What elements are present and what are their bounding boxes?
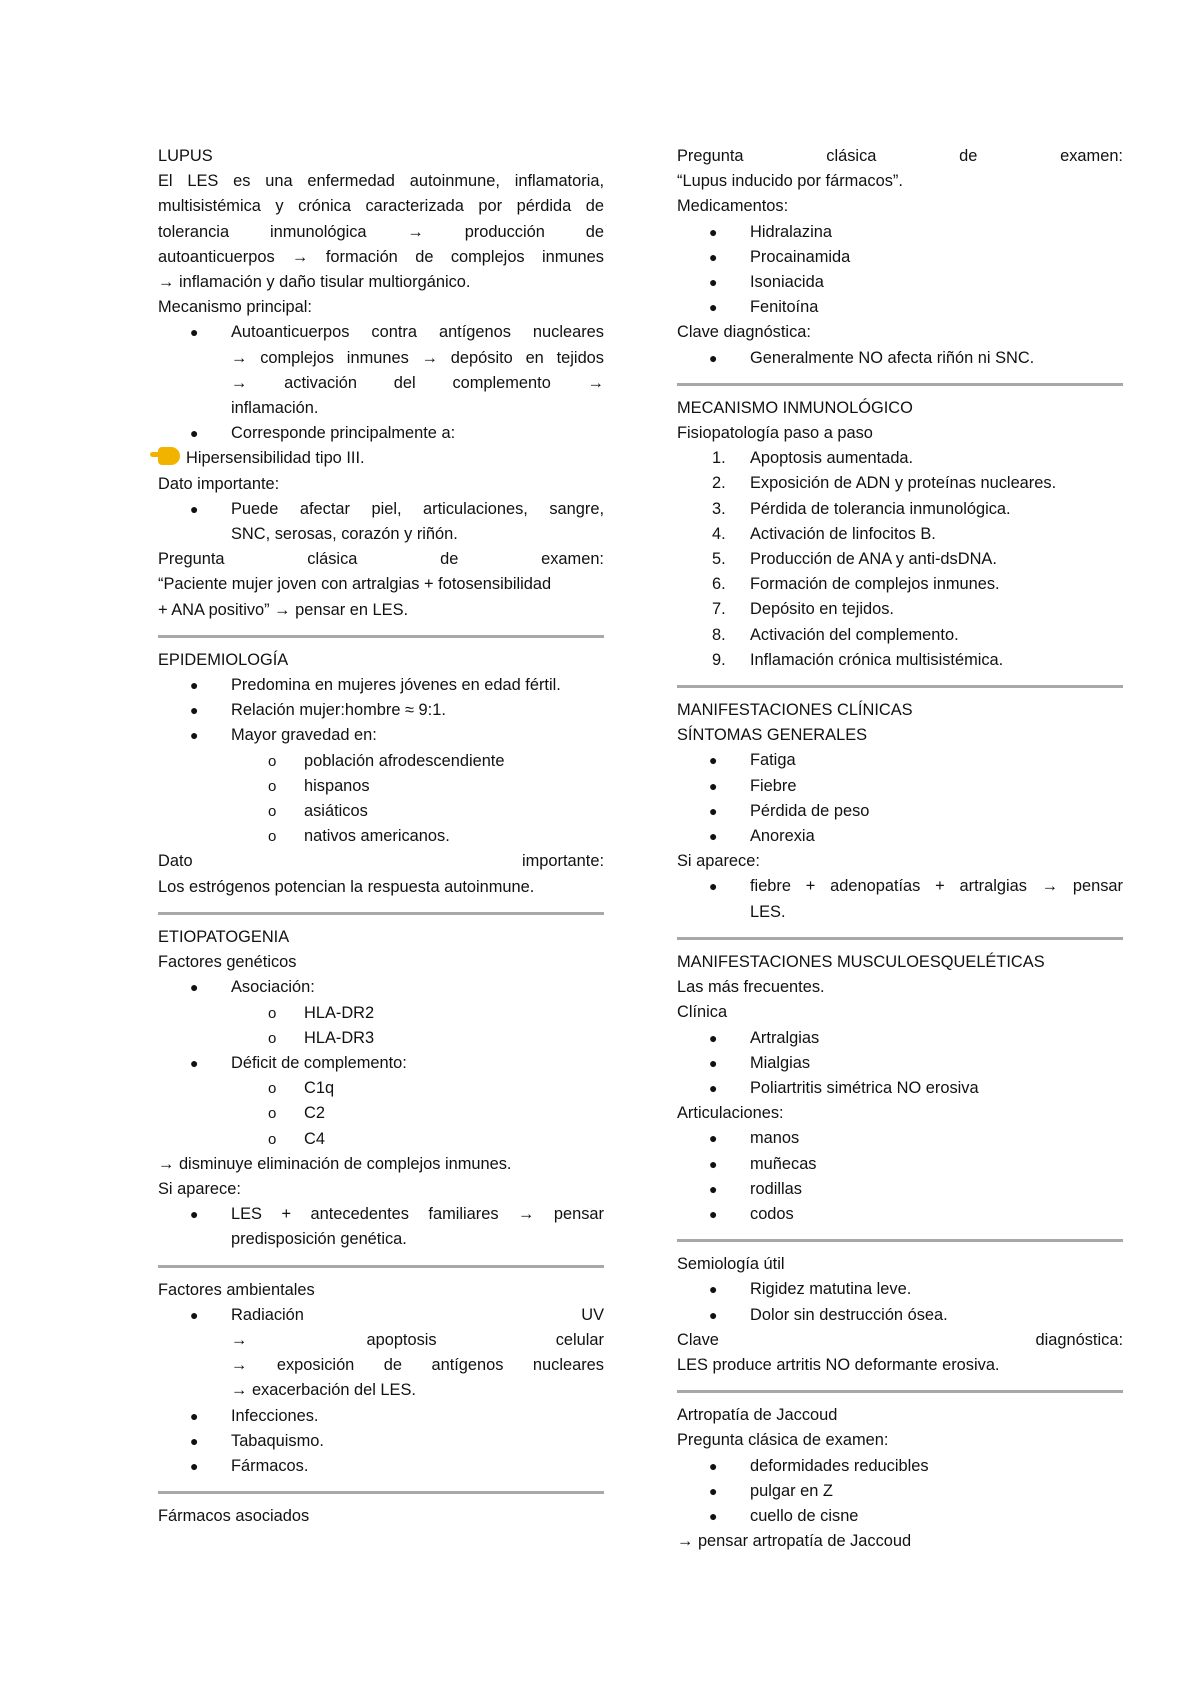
bullet-item bbox=[677, 295, 1123, 320]
section-title-musculoesqueleticas: MANIFESTACIONES MUSCULOESQUELÉTICAS bbox=[677, 952, 1045, 971]
text-line: Formación de complejos inmunes. bbox=[750, 575, 1000, 594]
text-line: SNC, serosas, corazón y riñón. bbox=[231, 525, 458, 544]
text-line: predisposición genética. bbox=[231, 1230, 407, 1249]
text-line: Radiación UV bbox=[231, 1305, 604, 1324]
text-line: Generalmente NO afecta riñón ni SNC. bbox=[750, 348, 1035, 367]
bullet-marker: ● bbox=[709, 878, 718, 895]
bullet-item bbox=[677, 824, 1123, 849]
text-line: → exacerbación del LES. bbox=[231, 1381, 416, 1400]
text-line: Dolor sin destrucción ósea. bbox=[750, 1305, 948, 1324]
bullet-item bbox=[677, 1202, 1123, 1227]
section-title-factores-ambientales: Factores ambientales bbox=[158, 1280, 315, 1299]
text-line: Pregunta clásica de examen: bbox=[158, 550, 604, 569]
text-line: → pensar artropatía de Jaccoud bbox=[677, 1532, 912, 1551]
text-line: Relación mujer:hombre ≈ 9:1. bbox=[231, 701, 446, 720]
text-line: Activación de linfocitos B. bbox=[750, 524, 936, 543]
bullet-marker: ● bbox=[709, 1180, 718, 1197]
label-dato-importante: Dato importante: bbox=[158, 474, 280, 493]
text-line: Asociación: bbox=[231, 978, 315, 997]
label-articulaciones: Articulaciones: bbox=[677, 1104, 784, 1123]
sub-bullet-marker: o bbox=[268, 1105, 277, 1123]
text-line: LES produce artritis NO deformante erosiva. bbox=[677, 1355, 1000, 1374]
number-marker: 4. bbox=[712, 524, 726, 543]
bullet-marker: ● bbox=[190, 1206, 199, 1223]
bullet-item bbox=[158, 1429, 604, 1454]
bullet-marker: ● bbox=[709, 223, 718, 240]
text-line: Activación del complemento. bbox=[750, 625, 959, 644]
sub-bullet-marker: o bbox=[268, 1130, 277, 1148]
sub-bullet-marker: o bbox=[268, 1029, 277, 1047]
section-title-semiologia: Semiología útil bbox=[677, 1255, 785, 1274]
bullet-marker: ● bbox=[709, 777, 718, 794]
section-title-mecanismo-inmunologico: MECANISMO INMUNOLÓGICO bbox=[677, 398, 913, 417]
bullet-item bbox=[158, 723, 604, 748]
divider bbox=[677, 937, 1123, 940]
bullet-item bbox=[158, 497, 604, 547]
bullet-item bbox=[158, 975, 604, 1000]
number-marker: 2. bbox=[712, 474, 726, 493]
bullet-marker: ● bbox=[190, 1457, 199, 1474]
divider bbox=[158, 912, 604, 915]
label-sintomas-generales: SÍNTOMAS GENERALES bbox=[677, 726, 868, 745]
numbered-item bbox=[677, 522, 1123, 547]
text-line: Fenitoína bbox=[750, 298, 819, 317]
bullet-item bbox=[677, 1051, 1123, 1076]
text-line: LES. bbox=[750, 902, 786, 921]
bullet-item bbox=[677, 1152, 1123, 1177]
bullet-marker: ● bbox=[709, 1507, 718, 1524]
bullet-marker: ● bbox=[709, 752, 718, 769]
text-line: hispanos bbox=[304, 776, 370, 795]
label-fisiopatologia: Fisiopatología paso a paso bbox=[677, 424, 873, 443]
bullet-marker: ● bbox=[709, 1130, 718, 1147]
sub-bullet-item bbox=[158, 1076, 604, 1101]
text-line: autoanticuerpos → formación de complejos inmunes bbox=[158, 247, 604, 266]
text-line: Isoniacida bbox=[750, 273, 824, 292]
text-line: inflamación. bbox=[231, 399, 319, 418]
numbered-item bbox=[677, 597, 1123, 622]
bullet-marker: ● bbox=[190, 1407, 199, 1424]
text-line: Anorexia bbox=[750, 827, 815, 846]
bullet-item bbox=[677, 774, 1123, 799]
text-line: Tabaquismo. bbox=[231, 1431, 324, 1450]
label-medicamentos: Medicamentos: bbox=[677, 197, 789, 216]
bullet-marker: ● bbox=[190, 425, 199, 442]
label-factores-geneticos: Factores genéticos bbox=[158, 953, 297, 972]
section-title-etiopatogenia: ETIOPATOGENIA bbox=[158, 927, 290, 946]
text-line: C1q bbox=[304, 1079, 335, 1098]
text-line: Fármacos. bbox=[231, 1456, 309, 1475]
number-marker: 5. bbox=[712, 550, 726, 569]
text-line: manos bbox=[750, 1129, 800, 1148]
bullet-marker: ● bbox=[190, 1054, 199, 1071]
divider bbox=[158, 1265, 604, 1268]
sub-bullet-item bbox=[158, 1026, 604, 1051]
label-si-aparece: Si aparece: bbox=[158, 1179, 241, 1198]
label-si-aparece: Si aparece: bbox=[677, 852, 760, 871]
bullet-item bbox=[677, 1504, 1123, 1529]
text-line: Fiebre bbox=[750, 776, 797, 795]
text-line: Producción de ANA y anti-dsDNA. bbox=[750, 550, 997, 569]
text-line: Poliartritis simétrica NO erosiva bbox=[750, 1078, 979, 1097]
text-line: Predomina en mujeres jóvenes en edad fértil. bbox=[231, 676, 561, 695]
number-marker: 8. bbox=[712, 625, 726, 644]
text-line: → disminuye eliminación de complejos inmunes. bbox=[158, 1154, 512, 1173]
bullet-marker: ● bbox=[709, 349, 718, 366]
hypersensitivity-text: Hipersensibilidad tipo III. bbox=[186, 449, 365, 468]
number-marker: 9. bbox=[712, 650, 726, 669]
text-line: → exposición de antígenos nucleares bbox=[231, 1356, 604, 1375]
text-line: Autoanticuerpos contra antígenos nucleares bbox=[231, 323, 604, 342]
label-clave-diagnostica: Clave diagnóstica: bbox=[677, 323, 811, 342]
section-title-epidemiologia: EPIDEMIOLOGÍA bbox=[158, 650, 289, 669]
sub-bullet-item bbox=[158, 1001, 604, 1026]
bullet-marker: ● bbox=[709, 1079, 718, 1096]
bullet-item bbox=[158, 1404, 604, 1429]
text-line: Inflamación crónica multisistémica. bbox=[750, 650, 1004, 669]
text-line: Infecciones. bbox=[231, 1406, 319, 1425]
bullet-item bbox=[677, 1277, 1123, 1302]
bullet-item bbox=[158, 421, 604, 446]
bullet-item bbox=[677, 1454, 1123, 1479]
text-line: Depósito en tejidos. bbox=[750, 600, 894, 619]
text-line: Las más frecuentes. bbox=[677, 978, 825, 997]
text-line: tolerancia inmunológica → producción de bbox=[158, 222, 604, 241]
text-line: Mayor gravedad en: bbox=[231, 726, 377, 745]
numbered-item bbox=[677, 471, 1123, 496]
bullet-item bbox=[677, 1479, 1123, 1504]
bullet-item bbox=[677, 270, 1123, 295]
sub-bullet-marker: o bbox=[268, 803, 277, 821]
text-line: LES + antecedentes familiares → pensar bbox=[231, 1205, 604, 1224]
sub-bullet-item bbox=[158, 749, 604, 774]
bullet-marker: ● bbox=[190, 1432, 199, 1449]
text-line: rodillas bbox=[750, 1179, 802, 1198]
text-line: Hidralazina bbox=[750, 222, 832, 241]
numbered-item bbox=[677, 547, 1123, 572]
bullet-item bbox=[158, 673, 604, 698]
sub-bullet-item bbox=[158, 824, 604, 849]
text-line: Procainamida bbox=[750, 247, 851, 266]
bullet-marker: ● bbox=[709, 1155, 718, 1172]
bullet-marker: ● bbox=[709, 1054, 718, 1071]
bullet-item bbox=[677, 874, 1123, 924]
divider bbox=[677, 685, 1123, 688]
text-line: Déficit de complemento: bbox=[231, 1053, 407, 1072]
bullet-item bbox=[677, 346, 1123, 371]
text-line: nativos americanos. bbox=[304, 827, 450, 846]
text-line: Apoptosis aumentada. bbox=[750, 449, 914, 468]
number-marker: 7. bbox=[712, 600, 726, 619]
text-line: Pregunta clásica de examen: bbox=[677, 147, 1123, 165]
bullet-item bbox=[158, 1202, 604, 1252]
text-line: Mialgias bbox=[750, 1053, 811, 1072]
divider bbox=[677, 1239, 1123, 1242]
sub-bullet-item bbox=[158, 1127, 604, 1152]
bullet-item bbox=[677, 1177, 1123, 1202]
text-line: pulgar en Z bbox=[750, 1481, 833, 1500]
text-line: → complejos inmunes → depósito en tejidos bbox=[231, 348, 604, 367]
pointing-hand-icon bbox=[158, 447, 180, 465]
text-line: El LES es una enfermedad autoinmune, inflamatoria, bbox=[158, 172, 604, 191]
text-line: Exposición de ADN y proteínas nucleares. bbox=[750, 474, 1057, 493]
bullet-marker: ● bbox=[709, 1306, 718, 1323]
text-line: → inflamación y daño tisular multiorgánico. bbox=[158, 273, 471, 292]
bullet-item bbox=[158, 1051, 604, 1076]
bullet-marker: ● bbox=[190, 1306, 199, 1323]
bullet-marker: ● bbox=[190, 702, 199, 719]
bullet-item bbox=[677, 1026, 1123, 1051]
bullet-marker: ● bbox=[709, 1029, 718, 1046]
text-line: HLA-DR3 bbox=[304, 1028, 375, 1047]
bullet-item bbox=[677, 1303, 1123, 1328]
sub-bullet-item bbox=[158, 1101, 604, 1126]
text-line: asiáticos bbox=[304, 802, 368, 821]
divider bbox=[158, 1491, 604, 1494]
section-title-manifestaciones-clinicas: MANIFESTACIONES CLÍNICAS bbox=[677, 701, 913, 720]
bullet-marker: ● bbox=[709, 1482, 718, 1499]
bullet-item bbox=[677, 245, 1123, 270]
bullet-marker: ● bbox=[709, 299, 718, 316]
section-title-jaccoud: Artropatía de Jaccoud bbox=[677, 1406, 838, 1425]
bullet-marker: ● bbox=[709, 274, 718, 291]
sub-bullet-marker: o bbox=[268, 1004, 277, 1022]
bullet-marker: ● bbox=[709, 1457, 718, 1474]
section-title-farmacos-asociados: Fármacos asociados bbox=[158, 1507, 310, 1526]
text-line: Puede afectar piel, articulaciones, sangre, bbox=[231, 499, 604, 518]
text-line: Dato importante: bbox=[158, 852, 604, 871]
numbered-item bbox=[677, 572, 1123, 597]
text-line: Fatiga bbox=[750, 751, 796, 770]
label-mecanismo: Mecanismo principal: bbox=[158, 298, 312, 317]
text-line: Artralgias bbox=[750, 1028, 820, 1047]
sub-bullet-item bbox=[158, 799, 604, 824]
numbered-item bbox=[677, 446, 1123, 471]
text-line: C2 bbox=[304, 1104, 325, 1123]
text-line: multisistémica y crónica caracterizada por pérdida de bbox=[158, 197, 604, 216]
divider bbox=[158, 635, 604, 638]
bullet-item bbox=[677, 220, 1123, 245]
number-marker: 1. bbox=[712, 449, 726, 468]
number-marker: 6. bbox=[712, 575, 726, 594]
text-line: Pérdida de tolerancia inmunológica. bbox=[750, 499, 1011, 518]
numbered-item bbox=[677, 497, 1123, 522]
bullet-marker: ● bbox=[709, 248, 718, 265]
text-line: Los estrógenos potencian la respuesta autoinmune. bbox=[158, 877, 535, 896]
sub-bullet-marker: o bbox=[268, 828, 277, 846]
sub-bullet-item bbox=[158, 774, 604, 799]
bullet-marker: ● bbox=[190, 727, 199, 744]
text-line: → apoptosis celular bbox=[231, 1330, 604, 1349]
text-line: + ANA positivo” → pensar en LES. bbox=[158, 600, 409, 619]
bullet-item bbox=[158, 698, 604, 723]
bullet-marker: ● bbox=[709, 802, 718, 819]
text-line: deformidades reducibles bbox=[750, 1456, 929, 1475]
bullet-marker: ● bbox=[709, 828, 718, 845]
hypersensitivity-line bbox=[158, 446, 604, 471]
bullet-marker: ● bbox=[190, 677, 199, 694]
text-line: Clave diagnóstica: bbox=[677, 1330, 1123, 1349]
number-marker: 3. bbox=[712, 499, 726, 518]
bullet-marker: ● bbox=[709, 1281, 718, 1298]
left-column bbox=[158, 144, 604, 1529]
text-line: → activación del complemento → bbox=[231, 373, 604, 392]
bullet-marker: ● bbox=[190, 979, 199, 996]
text-line: población afrodescendiente bbox=[304, 751, 505, 770]
sub-bullet-marker: o bbox=[268, 1080, 277, 1098]
text-line: cuello de cisne bbox=[750, 1506, 859, 1525]
bullet-item bbox=[677, 799, 1123, 824]
label-clinica: Clínica bbox=[677, 1003, 728, 1022]
text-line: “Paciente mujer joven con artralgias + fotosensibilidad bbox=[158, 575, 552, 594]
text-line: fiebre + adenopatías + artralgias → pensar bbox=[750, 877, 1123, 896]
text-line: muñecas bbox=[750, 1154, 817, 1173]
text-line: HLA-DR2 bbox=[304, 1003, 375, 1022]
numbered-item bbox=[677, 648, 1123, 673]
sub-bullet-marker: o bbox=[268, 752, 277, 770]
bullet-marker: ● bbox=[190, 324, 199, 341]
text-line: Pérdida de peso bbox=[750, 801, 870, 820]
section-title-lupus: LUPUS bbox=[158, 147, 213, 165]
text-line: “Lupus inducido por fármacos”. bbox=[677, 172, 903, 191]
right-column bbox=[677, 144, 1123, 1554]
bullet-marker: ● bbox=[190, 500, 199, 517]
divider bbox=[677, 383, 1123, 386]
bullet-item bbox=[158, 1454, 604, 1479]
bullet-item bbox=[158, 1303, 604, 1404]
label-pregunta: Pregunta clásica de examen: bbox=[677, 1431, 889, 1450]
sub-bullet-marker: o bbox=[268, 777, 277, 795]
bullet-item bbox=[677, 1076, 1123, 1101]
bullet-item bbox=[677, 1126, 1123, 1151]
divider bbox=[677, 1390, 1123, 1393]
bullet-item bbox=[158, 320, 604, 421]
text-line: Rigidez matutina leve. bbox=[750, 1280, 912, 1299]
text-line: C4 bbox=[304, 1129, 325, 1148]
bullet-marker: ● bbox=[709, 1205, 718, 1222]
text-line: codos bbox=[750, 1204, 794, 1223]
bullet-item bbox=[677, 748, 1123, 773]
text-line: Corresponde principalmente a: bbox=[231, 424, 456, 443]
numbered-item bbox=[677, 623, 1123, 648]
